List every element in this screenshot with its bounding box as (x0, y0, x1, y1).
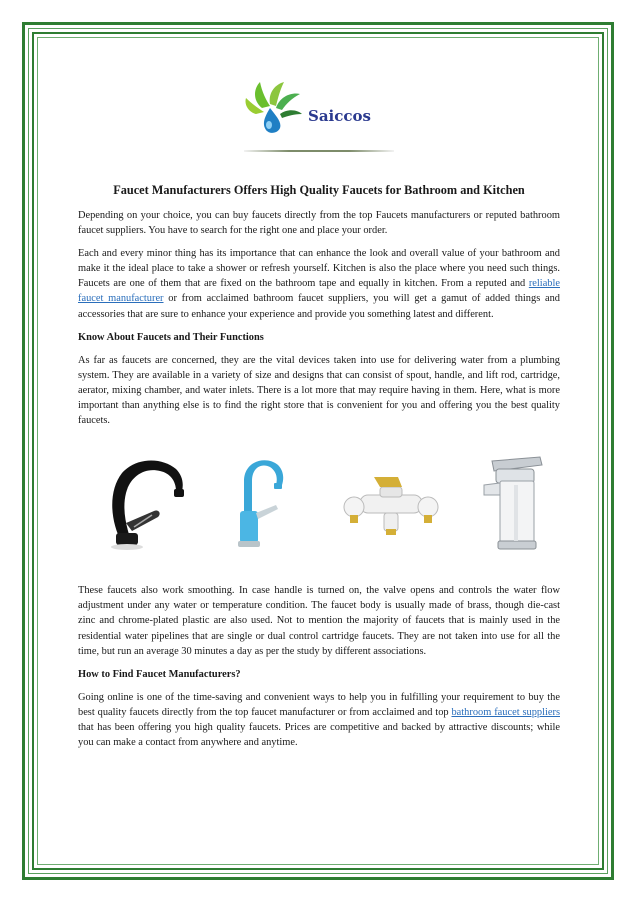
paragraph-importance (78, 246, 560, 321)
reliable-faucet-manufacturer-link[interactable]: reliable faucet manufacturer (78, 278, 560, 305)
black-kitchen-faucet-image (92, 451, 188, 555)
faucet-image-row (78, 451, 560, 555)
blue-faucet-image (222, 451, 292, 555)
bathroom-faucet-suppliers-link[interactable]: bathroom faucet suppliers (451, 706, 560, 718)
basin-mixer-faucet-image (470, 451, 560, 555)
paragraph-text: that has been offering you high quality faucets. Prices are competitive and backed by attractive discounts; while you can make a contact from anywhere and anytime. (78, 721, 560, 749)
paragraph-intro: Depending on your choice, you can buy faucets directly from the top Faucets manufacturers or reputed bathroom faucet suppliers. You have to search for the right one and place your order. (78, 210, 560, 237)
logo-divider (244, 150, 394, 152)
paragraph-text: Going online is one of the time-saving and convenient ways to help you in fulfilling your requirement to buy the best quality faucets directly from the top faucet manufacturer or from acclaimed and top (78, 691, 560, 718)
paragraph-text: or from acclaimed bathroom faucet suppliers, you will get a gamut of added things and accessories that are sure to enhance your experience and provide you something latest and different. (78, 293, 560, 320)
white-wall-mixer-faucet-image (340, 451, 440, 555)
article-title: Faucet Manufacturers Offers High Quality Faucets for Bathroom and Kitchen (113, 183, 525, 197)
heading-how-to-find: How to Find Faucet Manufacturers? (78, 668, 241, 680)
paragraph-operation: These faucets also work smoothing. In case handle is turned on, the valve opens and controls the water flow adjustment under any water or temperature condition. The faucet body is usually made of brass, though die-cast zinc and chrome-plated plastic are also used. Not to mention the majority of faucets that is mainly used in the residential water pipelines that are single or dual control cartridge faucets. They are not taken into use for all the time, but run an average 30 minutes a day as per the study by different associations. (78, 585, 560, 657)
heading-know-about-faucets: Know About Faucets and Their Functions (78, 331, 264, 343)
logo-brand-text: Saiccos (308, 107, 371, 125)
article-body (78, 183, 560, 758)
paragraph-text: Each and every minor thing has its importance that can enhance the look and overall value of your bathroom and make it the ideal place to take a shower or refresh yourself. Kitchen is also the place where you need such things. Faucets are one of them that are fixed on the bathroom tape and equally in kitchen. From a reputed and (78, 248, 560, 290)
paragraph-functions: As far as faucets are concerned, they are the vital devices taken into use for delivering water from a plumbing system. They are available in a variety of size and designs that can consist of spout, handle, and lift rod, cartridge, aerator, mixing chamber, and water inlets. There is a lot more that may require having in them. Here, what is more important than anything else is to find the right store that is convenient for you and offering you the best quality faucets. (78, 354, 560, 427)
paragraph-online (78, 690, 560, 750)
